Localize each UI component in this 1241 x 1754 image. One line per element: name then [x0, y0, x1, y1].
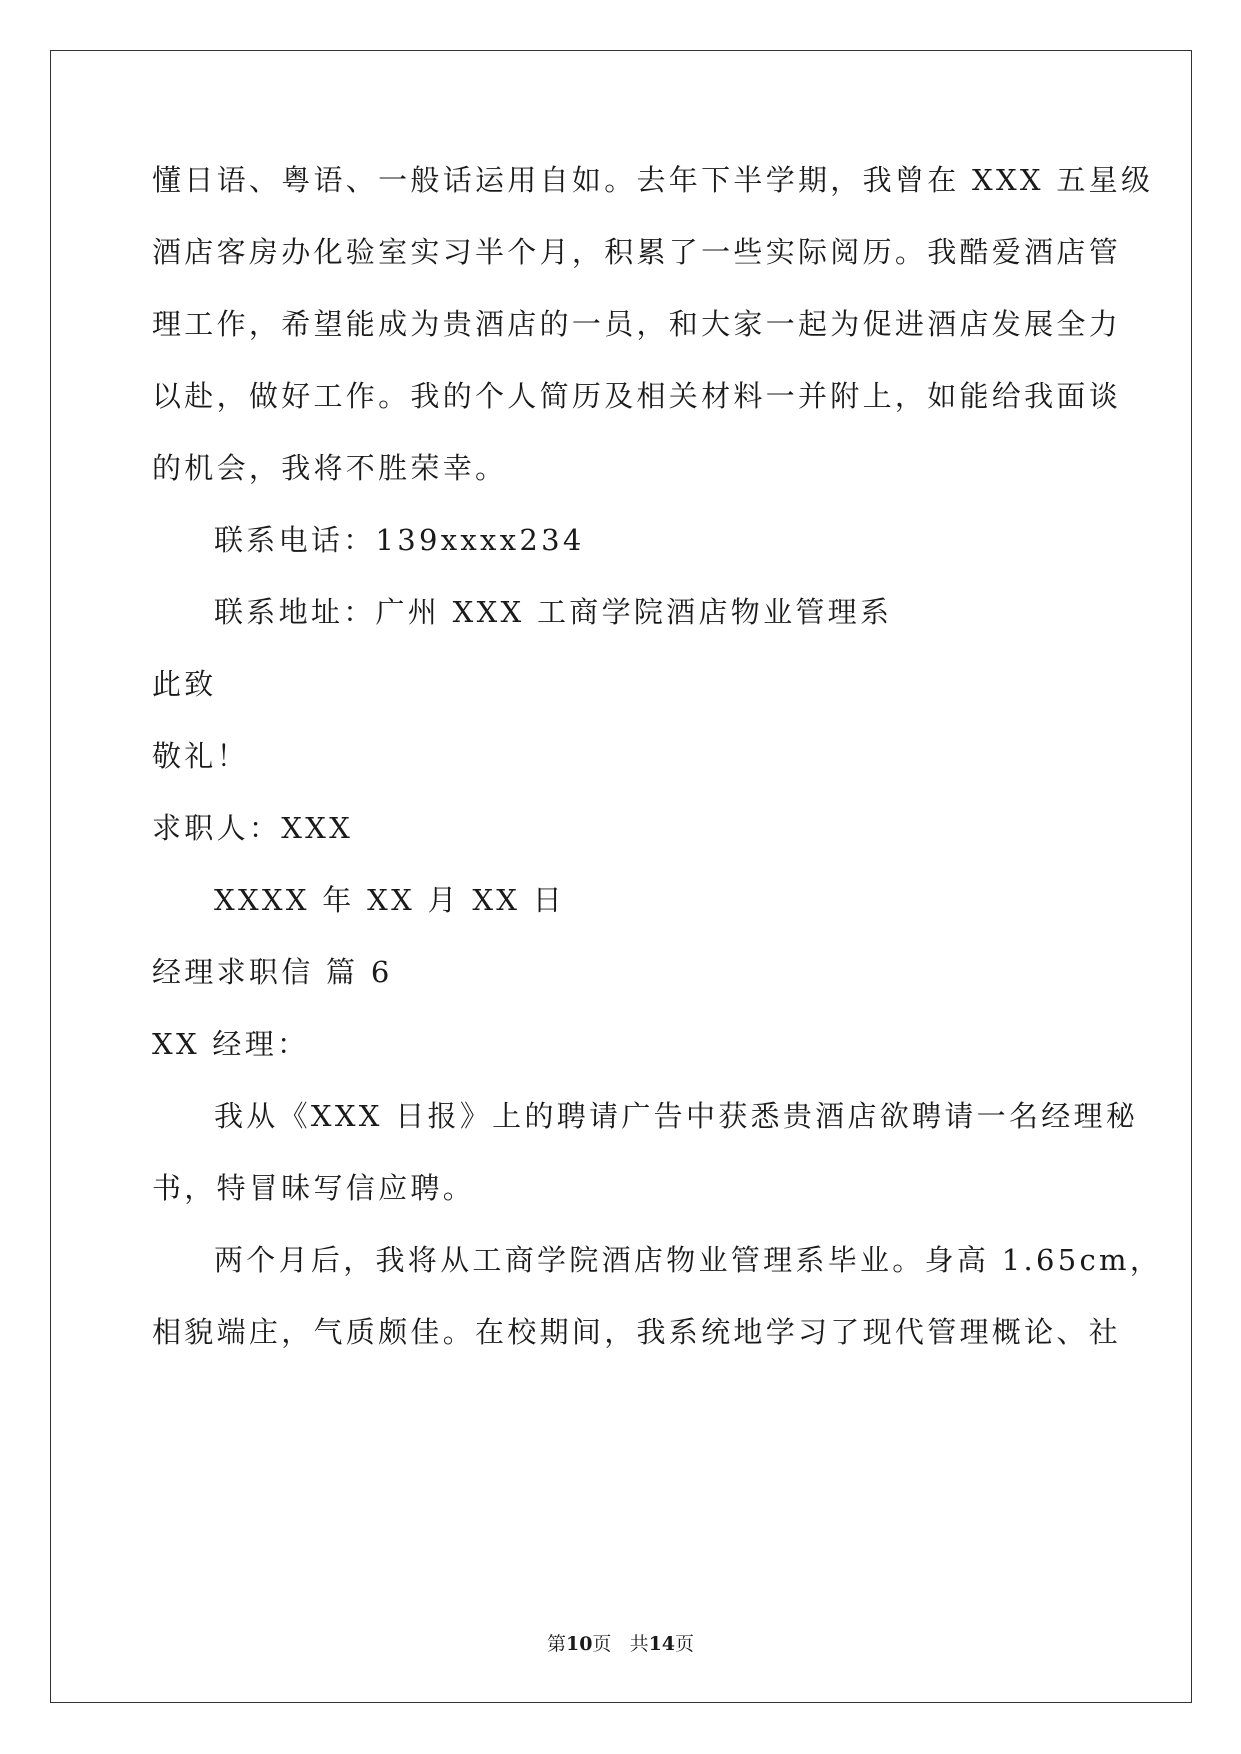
- text-line: 以赴，做好工作。我的个人简历及相关材料一并附上，如能给我面谈: [152, 379, 1122, 413]
- total-page-count: 14: [648, 1633, 676, 1655]
- page-border: [50, 50, 1192, 1703]
- text-line: 相貌端庄，气质颇佳。在校期间，我系统地学习了现代管理概论、社: [152, 1315, 1122, 1349]
- text-line: 酒店客房办化验室实习半个月，积累了一些实际阅历。我酷爱酒店管: [152, 235, 1122, 269]
- text-line: 的机会，我将不胜荣幸。: [152, 451, 508, 485]
- text-line: 书，特冒昧写信应聘。: [152, 1171, 476, 1205]
- closing-regards: 敬礼！: [152, 739, 249, 773]
- contact-address: 联系地址：广州 XXX 工商学院酒店物业管理系: [214, 595, 893, 629]
- contact-phone: 联系电话：139xxxx234: [214, 523, 585, 557]
- footer-page-unit: 页: [592, 1633, 612, 1655]
- closing-salutation: 此致: [152, 667, 217, 701]
- section-heading: 经理求职信 篇 6: [152, 955, 393, 989]
- applicant-name: 求职人：XXX: [152, 811, 354, 845]
- footer-total-prefix: 共: [629, 1633, 649, 1655]
- letter-greeting: XX 经理：: [152, 1027, 310, 1061]
- footer-total-unit: 页: [675, 1633, 695, 1655]
- letter-date: XXXX 年 XX 月 XX 日: [214, 883, 566, 917]
- text-line: 我从《XXX 日报》上的聘请广告中获悉贵酒店欲聘请一名经理秘: [214, 1099, 1139, 1133]
- text-line: 懂日语、粤语、一般话运用自如。去年下半学期，我曾在 XXX 五星级: [152, 163, 1154, 197]
- text-line: 两个月后，我将从工商学院酒店物业管理系毕业。身高 1.65cm，: [214, 1243, 1163, 1277]
- text-line: 理工作，希望能成为贵酒店的一员，和大家一起为促进酒店发展全力: [152, 307, 1122, 341]
- page-footer: [0, 1632, 1241, 1656]
- current-page-number: 10: [565, 1633, 593, 1655]
- footer-prefix: 第: [546, 1633, 566, 1655]
